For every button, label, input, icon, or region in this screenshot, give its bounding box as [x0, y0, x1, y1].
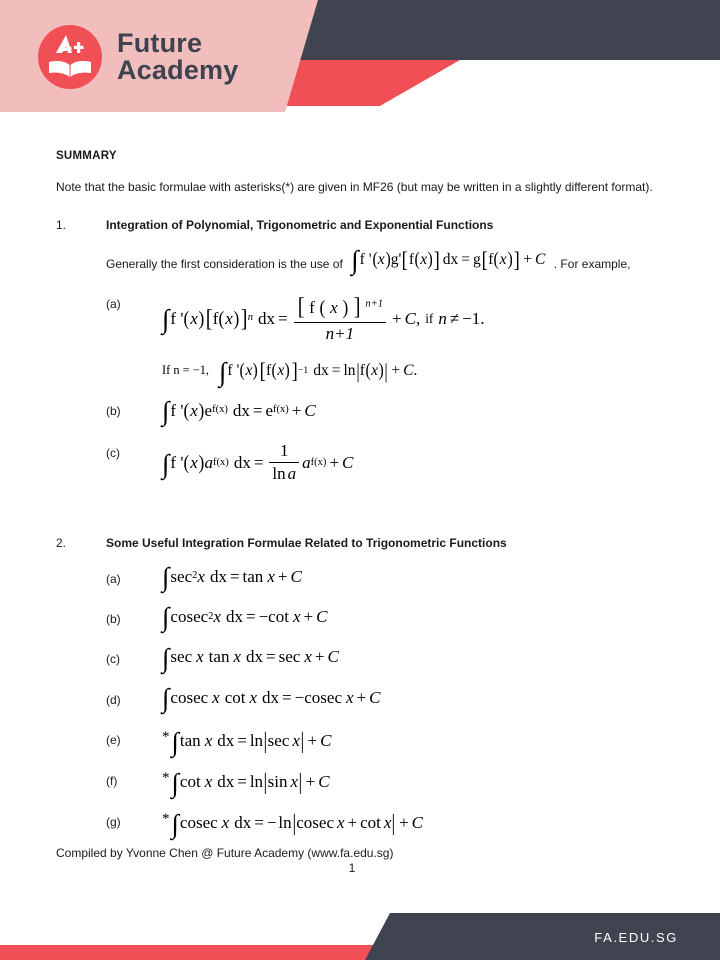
plus: + — [277, 566, 288, 586]
sin-fn: sin — [267, 772, 288, 792]
lparen: ( — [218, 307, 225, 330]
fn-f: f — [309, 298, 315, 318]
summary-note: Note that the basic formulae with asterisks(*) are given in MF26 (but may be written in a slightly different format). — [56, 180, 653, 194]
plus: + — [307, 731, 318, 751]
lparen: ( — [371, 248, 378, 270]
equals: = — [461, 250, 471, 268]
plus: + — [392, 308, 402, 328]
rparen: ) — [385, 248, 391, 270]
const-C: C — [534, 250, 546, 268]
var-x: x — [190, 400, 198, 420]
integral-sign: ∫ — [162, 642, 170, 673]
const-C: C — [403, 361, 414, 379]
abs-bar-open: | — [263, 727, 268, 753]
integral-sign: ∫ — [162, 304, 170, 335]
fn-g: g — [473, 250, 481, 268]
item-label: (g) — [106, 815, 121, 830]
const-C: C — [290, 566, 302, 586]
formula-1a-note: If n = −1, ∫ f ' ( x ) [ f ( x ) ] −1 dx = ln | f ( x ) | + C . — [162, 356, 418, 387]
fn-f: f — [212, 308, 219, 328]
formula-1a: ∫ f ' ( x ) [ f ( x ) ] n dx = [ f ( x ) ] $^{n+1}$ n+1 + C , if n ≠ −1 . — [162, 292, 485, 343]
equals: = — [253, 453, 264, 473]
var-x: x — [277, 361, 285, 379]
cosec-fn: cosec — [296, 813, 334, 833]
period: . — [480, 308, 485, 328]
var-x: x — [304, 647, 312, 667]
brand-name-line2: Academy — [117, 55, 239, 85]
cot-fn: cot — [224, 687, 246, 707]
integral-sign: ∫ — [162, 395, 170, 426]
lparen: ( — [271, 360, 277, 382]
not-equals: ≠ — [449, 308, 460, 328]
tan-fn: tan — [179, 731, 201, 751]
formula-item-2b — [56, 602, 670, 633]
const-C: C — [411, 813, 423, 833]
var-x: x — [292, 607, 301, 627]
differential-dx: dx — [232, 400, 250, 420]
minus-one: −1 — [462, 308, 481, 328]
var-x: x — [346, 687, 354, 707]
formula-item-2c — [56, 642, 670, 673]
integral-sign: ∫ — [351, 245, 359, 276]
equals: = — [331, 361, 341, 379]
formula-2g — [162, 808, 423, 839]
var-x: x — [204, 772, 213, 792]
fn-f: f — [408, 250, 414, 268]
lparen: ( — [493, 248, 500, 270]
fraction-numerator: 1 — [280, 440, 289, 460]
formula-item-1a — [56, 293, 670, 343]
formula-2f — [162, 767, 330, 798]
integral-sign: ∫ — [162, 683, 170, 714]
asterisk-marker: * — [162, 770, 170, 787]
cot-fn: cot — [360, 813, 381, 833]
differential-dx: dx — [217, 731, 235, 751]
plus: + — [329, 453, 340, 473]
exponent-n-plus-1: n+1 — [365, 298, 384, 310]
comma: , — [415, 308, 421, 328]
equals: = — [252, 400, 263, 420]
lbrack: [ — [205, 304, 213, 332]
item-label: (a) — [106, 297, 121, 312]
var-x: x — [249, 687, 258, 707]
rparen: ) — [233, 307, 240, 330]
integral-sign: ∫ — [171, 767, 179, 798]
formula-2a: ∫ sec 2 x dx = tan x + C — [162, 562, 302, 593]
document-footer — [56, 846, 666, 875]
sec-fn: sec — [267, 731, 290, 751]
plus: + — [523, 250, 532, 268]
footer-shapes — [0, 895, 720, 960]
lbrack: [ — [402, 246, 409, 272]
var-x: x — [330, 298, 338, 318]
equals: = — [229, 566, 240, 586]
differential-dx: dx — [217, 772, 235, 792]
var-x: x — [499, 250, 507, 268]
section-title: Integration of Polynomial, Trigonometric and Exponential Functions — [106, 218, 494, 233]
differential-dx: dx — [225, 607, 243, 627]
item-label: (d) — [106, 692, 121, 707]
sec-fn: sec — [170, 566, 193, 586]
var-x: x — [190, 308, 198, 328]
formula-item-2f — [56, 767, 670, 798]
equals: = — [237, 772, 247, 792]
tan-fn: tan — [242, 566, 264, 586]
rparen: ) — [198, 307, 205, 330]
plus: + — [314, 647, 325, 667]
cot-fn: cot — [268, 607, 289, 627]
integral-sign: ∫ — [162, 562, 170, 593]
if-word: if — [425, 310, 434, 326]
rparen: ) — [252, 360, 259, 382]
var-x: x — [292, 731, 300, 751]
section-heading-1 — [56, 218, 670, 232]
plus: + — [347, 813, 358, 833]
formula-item-2e — [56, 726, 670, 757]
fraction-denominator: n+1 — [325, 324, 355, 343]
plus: + — [305, 772, 316, 792]
ln-fn: ln — [249, 731, 264, 751]
rbrack: ] — [353, 292, 361, 320]
tan-fn: tan — [208, 647, 230, 667]
differential-dx: dx — [234, 813, 252, 833]
lparen: ( — [239, 360, 246, 382]
item-label: (c) — [106, 445, 120, 460]
fn-f: f — [488, 250, 494, 268]
lparen: ( — [414, 248, 420, 270]
rparen: ) — [198, 452, 205, 475]
lparen: ( — [365, 360, 371, 382]
formula-1c: ∫ f ' ( x ) a f(x) dx = $\frac{1}{\text{ln a}}$ a f(x) + C — [162, 440, 354, 484]
ln-fn: ln — [272, 464, 286, 484]
lparen: ( — [183, 307, 190, 330]
asterisk-marker: * — [162, 811, 170, 828]
var-x: x — [196, 647, 204, 667]
footer-url: FA.EDU.SG — [594, 930, 678, 945]
equals: = — [254, 813, 264, 833]
formula-2b: ∫ cosec 2 x dx = − cot x + C — [162, 602, 328, 633]
item-label: (e) — [106, 733, 121, 748]
var-n: n — [438, 308, 447, 328]
document-body — [0, 112, 720, 839]
var-x: x — [221, 813, 230, 833]
lparen: ( — [183, 399, 190, 422]
abs-bar-close: | — [384, 358, 388, 383]
intro-suffix: . For example, — [553, 257, 631, 272]
formula-1b: ∫ f ' ( x ) e f(x) dx = e f(x) + C — [162, 395, 316, 426]
rbrack: ] — [513, 246, 520, 272]
formula-item-1a-note — [56, 356, 670, 387]
item-label: (b) — [106, 403, 121, 418]
item-label: (c) — [106, 652, 120, 667]
differential-dx: dx — [313, 361, 329, 379]
const-C: C — [404, 308, 416, 328]
integral-sign: ∫ — [162, 602, 170, 633]
const-C: C — [369, 687, 381, 707]
formula-item-1c — [56, 442, 670, 484]
var-x: x — [197, 566, 205, 586]
plus: + — [399, 813, 409, 833]
fraction-numerator — [294, 293, 386, 320]
f-prime: f ' — [170, 308, 184, 328]
formula-item-2d — [56, 683, 670, 714]
section-heading-2 — [56, 536, 670, 550]
section-number: 2. — [56, 535, 67, 550]
var-x: x — [377, 250, 385, 268]
f-prime: f ' — [227, 361, 240, 379]
a-plus-book-logo-icon — [36, 23, 104, 91]
ln-fn: ln — [278, 813, 292, 833]
abs-bar-open: | — [263, 768, 268, 794]
minus: − — [294, 687, 305, 707]
rparen: ) — [427, 248, 433, 270]
abs-bar-open: | — [292, 809, 296, 835]
formula-item-2a — [56, 562, 670, 593]
minus: − — [258, 607, 269, 627]
var-x: x — [290, 772, 299, 792]
page-number: 1 — [348, 861, 356, 875]
fraction-1c — [269, 442, 299, 484]
differential-dx: dx — [209, 566, 227, 586]
formula-item-1b — [56, 395, 670, 426]
euler-e: e — [265, 400, 274, 420]
summary-heading: SUMMARY — [56, 150, 117, 162]
section-title: Some Useful Integration Formulae Related to Trigonometric Functions — [106, 535, 507, 550]
rparen: ) — [378, 360, 384, 382]
cosec-fn: cosec — [170, 607, 209, 627]
equals: = — [237, 731, 247, 751]
formula-2d — [162, 683, 381, 714]
equals: = — [245, 607, 256, 627]
brand-wordmark — [117, 30, 238, 84]
base-a: a — [287, 464, 297, 484]
intro-formula — [351, 245, 546, 276]
period: . — [413, 361, 418, 379]
equals: = — [266, 647, 276, 667]
euler-e: e — [204, 400, 213, 420]
rbrack: ] — [240, 304, 248, 332]
integral-sign: ∫ — [162, 448, 170, 479]
formula-2c — [162, 642, 339, 673]
abs-bar-close: | — [298, 768, 303, 794]
cot-fn: cot — [179, 772, 201, 792]
lparen: ( — [183, 452, 190, 475]
const-C: C — [327, 647, 339, 667]
plus: + — [303, 607, 314, 627]
cosec-fn: cosec — [179, 813, 218, 833]
item-label: (f) — [106, 774, 118, 789]
equals: = — [278, 308, 288, 328]
var-x: x — [213, 607, 221, 627]
plus: + — [356, 687, 367, 707]
var-x: x — [233, 647, 241, 667]
equals: = — [282, 687, 292, 707]
brand-name-line1: Future — [117, 28, 203, 58]
fraction-denominator — [269, 465, 299, 483]
lbrack: [ — [297, 292, 305, 320]
var-x: x — [383, 813, 392, 833]
differential-dx: dx — [258, 308, 276, 328]
intro-prefix: Generally the first consideration is the use of — [106, 257, 343, 272]
base-a: a — [302, 453, 311, 473]
rparen: ) — [284, 360, 291, 382]
cosec-fn: cosec — [304, 687, 342, 707]
item-label: (b) — [106, 612, 121, 627]
var-x: x — [204, 731, 213, 751]
sec-fn: sec — [170, 647, 193, 667]
differential-dx: dx — [262, 687, 280, 707]
lbrack: [ — [481, 246, 488, 272]
rparen: ) — [506, 248, 513, 270]
f-prime: f ' — [170, 400, 184, 420]
base-a: a — [204, 453, 214, 473]
const-C: C — [320, 731, 332, 751]
lparen: ( — [319, 297, 326, 320]
const-C: C — [318, 772, 330, 792]
var-x: x — [212, 687, 220, 707]
var-x: x — [371, 361, 378, 379]
f-prime: f ' — [359, 250, 372, 268]
abs-bar-close: | — [300, 727, 305, 753]
formula-item-2g — [56, 808, 670, 839]
const-C: C — [304, 400, 316, 420]
ln-fn: ln — [249, 772, 264, 792]
var-x: x — [245, 361, 253, 379]
integral-sign: ∫ — [219, 356, 227, 387]
var-x: x — [190, 453, 198, 473]
compiled-by-line: Compiled by Yvonne Chen @ Future Academy (www.fa.edu.sg) — [56, 846, 394, 860]
rbrack: ] — [291, 357, 298, 383]
differential-dx: dx — [233, 453, 251, 473]
var-x: x — [420, 250, 428, 268]
g-prime: g' — [390, 250, 402, 268]
differential-dx: dx — [246, 647, 263, 667]
abs-bar-close: | — [391, 809, 396, 835]
rparen: ) — [342, 297, 349, 320]
section-number: 1. — [56, 218, 67, 233]
fn-f: f — [359, 361, 365, 379]
fraction-bar — [269, 462, 299, 463]
formula-2e — [162, 726, 332, 757]
abs-bar-open: | — [355, 358, 360, 383]
const-C: C — [342, 453, 354, 473]
plus: + — [391, 361, 401, 379]
lbrack: [ — [259, 357, 266, 383]
minus: − — [266, 813, 277, 833]
f-prime: f ' — [170, 453, 184, 473]
fraction-1a — [294, 293, 386, 343]
note-prefix: If n = −1, — [162, 363, 210, 378]
var-x: x — [337, 813, 345, 833]
asterisk-marker: * — [162, 729, 170, 746]
plus: + — [291, 400, 302, 420]
fn-f: f — [266, 361, 272, 379]
ln-fn: ln — [343, 361, 356, 379]
integral-sign: ∫ — [171, 808, 179, 839]
fraction-bar — [294, 322, 386, 323]
const-C: C — [316, 607, 328, 627]
section-1-intro — [56, 245, 670, 276]
differential-dx: dx — [442, 250, 459, 268]
header-dark-shape — [292, 0, 720, 60]
var-x: x — [225, 308, 233, 328]
sec-fn: sec — [278, 647, 301, 667]
footer-banner — [0, 895, 720, 960]
cosec-fn: cosec — [170, 687, 209, 707]
rparen: ) — [198, 399, 205, 422]
rbrack: ] — [433, 246, 441, 272]
var-x: x — [267, 566, 275, 586]
item-label: (a) — [106, 571, 121, 586]
brand-logo-block — [36, 23, 238, 91]
integral-sign: ∫ — [171, 726, 179, 757]
